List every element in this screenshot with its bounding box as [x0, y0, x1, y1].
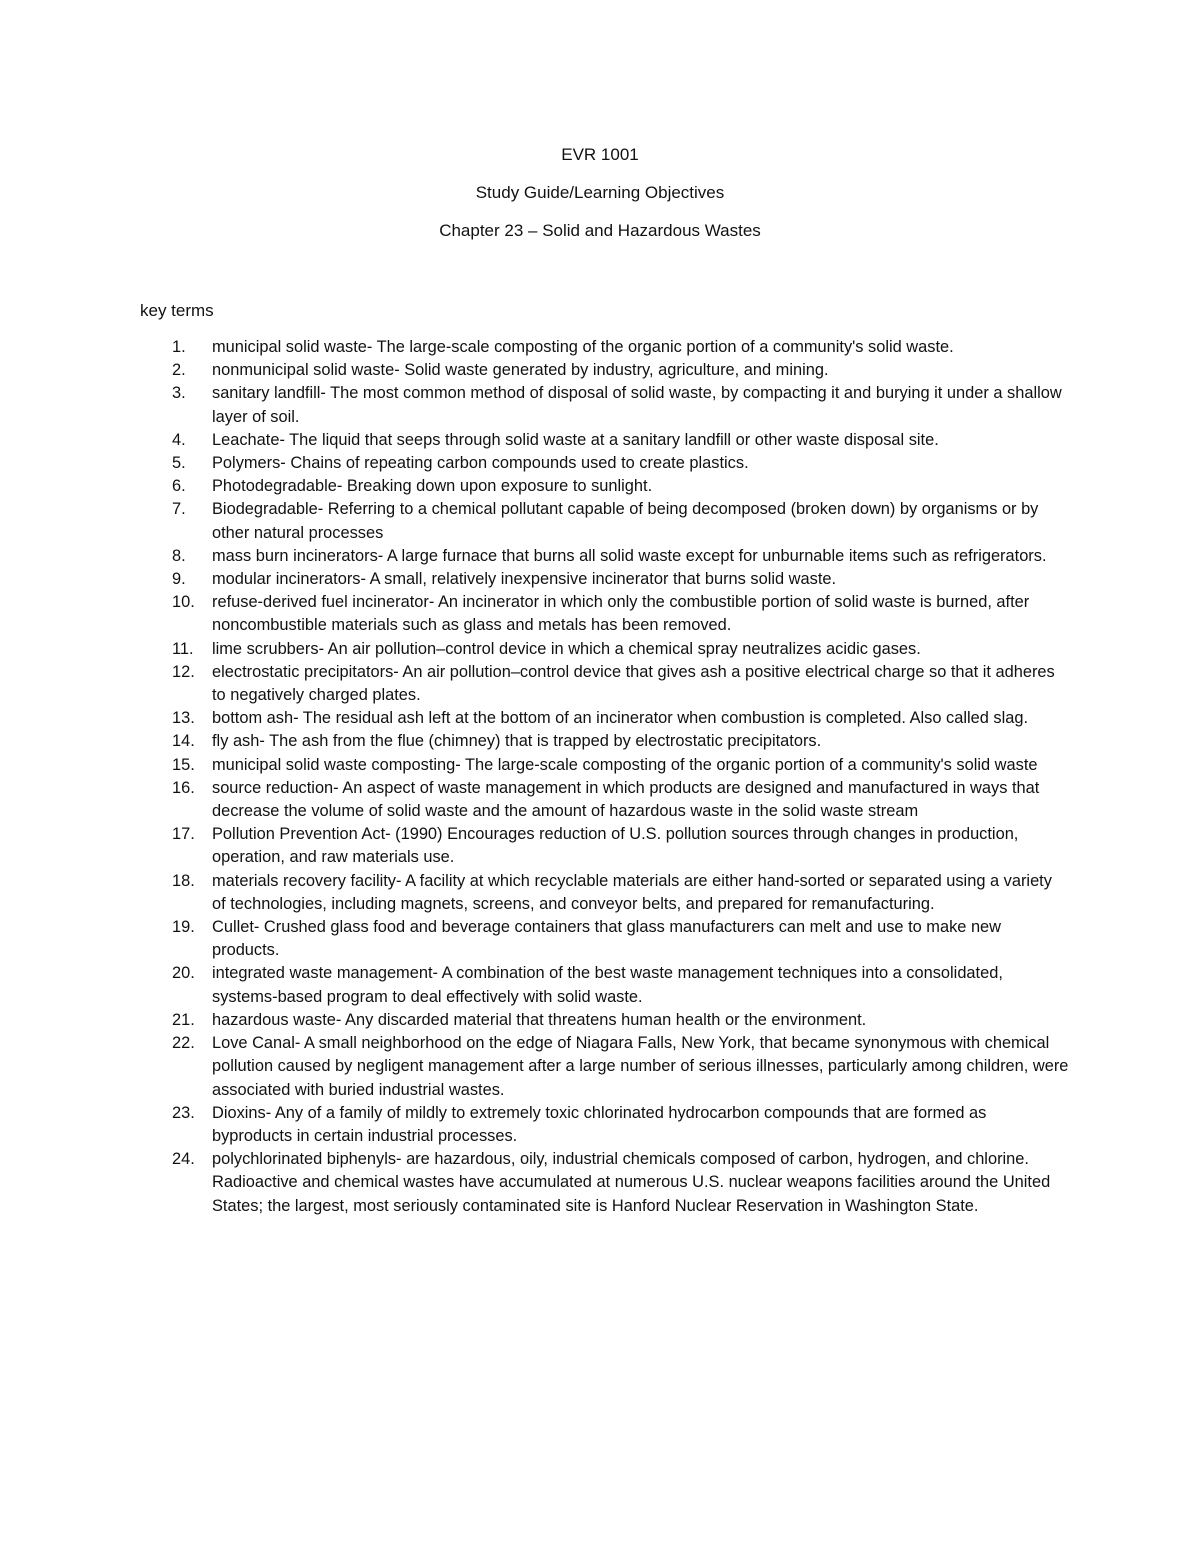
item-number: 2.	[172, 361, 186, 380]
item-text: modular incinerators- A small, relatively inexpensive incinerator that burns solid waste.	[212, 570, 837, 589]
list-item	[140, 730, 1070, 753]
item-number: 19.	[172, 918, 195, 937]
item-number: 10.	[172, 593, 195, 612]
list-item	[140, 916, 1070, 962]
list-item	[140, 359, 1070, 382]
item-text: sanitary landfill- The most common method of disposal of solid waste, by compacting it and burying it under a shallow layer of soil.	[212, 384, 1062, 426]
item-number: 18.	[172, 871, 195, 890]
course-title: EVR 1001	[561, 145, 639, 164]
item-text: Pollution Prevention Act- (1990) Encourages reduction of U.S. pollution sources through changes in production, operation, and raw materials use.	[212, 825, 1019, 867]
list-item	[140, 1148, 1070, 1218]
list-item	[140, 823, 1070, 869]
item-number: 20.	[172, 964, 195, 983]
item-number: 15.	[172, 755, 195, 774]
item-text: polychlorinated biphenyls- are hazardous, oily, industrial chemicals composed of carbon, hydrogen, and chlorine. Radioactive and chemical wastes have accumulated at numerous U.S. nuclear weapons facilities around the United States; the largest, most seriously contaminated site is Hanford Nuclear Reservation in Washington State.	[212, 1150, 1051, 1215]
item-number: 23.	[172, 1103, 195, 1122]
section-label: key terms	[140, 301, 214, 320]
item-number: 22.	[172, 1034, 195, 1053]
item-text: municipal solid waste composting- The large-scale composting of the organic portion of a community's solid waste	[212, 755, 1038, 774]
item-text: source reduction- An aspect of waste management in which products are designed and manufactured in ways that decrease the volume of solid waste and the amount of hazardous waste in the solid waste stream	[212, 778, 1040, 821]
list-item	[140, 429, 1070, 452]
item-text: Cullet- Crushed glass food and beverage containers that glass manufacturers can melt and use to make new products.	[212, 918, 1002, 960]
item-text: mass burn incinerators- A large furnace that burns all solid waste except for unburnable items such as refrigerators.	[212, 546, 1047, 565]
item-number: 6.	[172, 477, 186, 496]
item-number: 11.	[172, 639, 194, 658]
item-number: 5.	[172, 454, 186, 473]
list-item	[140, 1009, 1070, 1032]
item-text: municipal solid waste- The large-scale composting of the organic portion of a community's solid waste.	[212, 338, 954, 356]
item-text: Polymers- Chains of repeating carbon compounds used to create plastics.	[212, 454, 749, 473]
guide-title: Study Guide/Learning Objectives	[475, 183, 725, 202]
item-text: electrostatic precipitators- An air pollution–control device that gives ash a positive electrical charge so that it adheres to negatively charged plates.	[212, 662, 1055, 705]
chapter-title: Chapter 23 – Solid and Hazardous Wastes	[439, 221, 761, 240]
item-number: 4.	[172, 430, 186, 449]
key-terms-list	[140, 336, 1070, 1218]
item-text: materials recovery facility- A facility at which recyclable materials are either hand-sorted or separated using a variety of technologies, including magnets, screens, and conveyor belts, and prepared for remanufacturing.	[212, 871, 1052, 913]
list-item	[140, 591, 1070, 637]
list-item	[140, 1102, 1070, 1148]
item-text: Dioxins- Any of a family of mildly to extremely toxic chlorinated hydrocarbon compounds that are formed as byproducts in certain industrial processes.	[212, 1103, 987, 1145]
item-number: 24.	[172, 1150, 195, 1169]
item-number: 9.	[172, 570, 186, 589]
list-item	[140, 870, 1070, 916]
list-item	[140, 475, 1070, 498]
item-text: integrated waste management- A combination of the best waste management techniques into a consolidated, systems-based program to deal effectively with solid waste.	[212, 964, 1003, 1006]
list-item	[140, 382, 1070, 428]
item-text: nonmunicipal solid waste- Solid waste generated by industry, agriculture, and mining.	[212, 361, 829, 380]
list-item	[140, 777, 1070, 823]
list-item	[140, 545, 1070, 568]
item-number: 21.	[172, 1010, 195, 1029]
item-number: 14.	[172, 732, 195, 751]
item-number: 8.	[172, 546, 186, 565]
item-number: 13.	[172, 709, 195, 728]
item-text: bottom ash- The residual ash left at the bottom of an incinerator when combustion is completed. Also called slag.	[212, 709, 1029, 728]
item-number: 16.	[172, 778, 195, 797]
list-item	[140, 638, 1070, 661]
list-item	[140, 754, 1070, 777]
list-item	[140, 1032, 1070, 1102]
list-item	[140, 707, 1070, 730]
item-text: hazardous waste- Any discarded material that threatens human health or the environment.	[212, 1010, 867, 1029]
item-text: Photodegradable- Breaking down upon exposure to sunlight.	[212, 477, 653, 496]
list-item	[140, 498, 1070, 544]
item-text: Leachate- The liquid that seeps through solid waste at a sanitary landfill or other waste disposal site.	[212, 430, 939, 449]
list-item	[140, 661, 1070, 707]
item-number: 7.	[172, 500, 186, 519]
item-text: fly ash- The ash from the flue (chimney) that is trapped by electrostatic precipitators.	[212, 732, 822, 751]
list-item	[140, 336, 1070, 359]
list-item	[140, 452, 1070, 475]
list-item	[140, 962, 1070, 1008]
item-number: 12.	[172, 662, 195, 681]
list-item	[140, 568, 1070, 591]
item-number: 3.	[172, 384, 186, 403]
item-number: 17.	[172, 825, 195, 844]
item-number: 1.	[172, 338, 186, 356]
item-text: Love Canal- A small neighborhood on the edge of Niagara Falls, New York, that became synonymous with chemical pollution caused by negligent management after a large number of serious illnesses, particularly among children, were associated with buried industrial wastes.	[212, 1034, 1069, 1099]
item-text: Biodegradable- Referring to a chemical pollutant capable of being decomposed (broken down) by organisms or by other natural processes	[212, 500, 1039, 542]
item-text: lime scrubbers- An air pollution–control device in which a chemical spray neutralizes acidic gases.	[212, 639, 921, 658]
item-text: refuse-derived fuel incinerator- An incinerator in which only the combustible portion of solid waste is burned, after noncombustible materials such as glass and metals has been removed.	[212, 593, 1030, 635]
